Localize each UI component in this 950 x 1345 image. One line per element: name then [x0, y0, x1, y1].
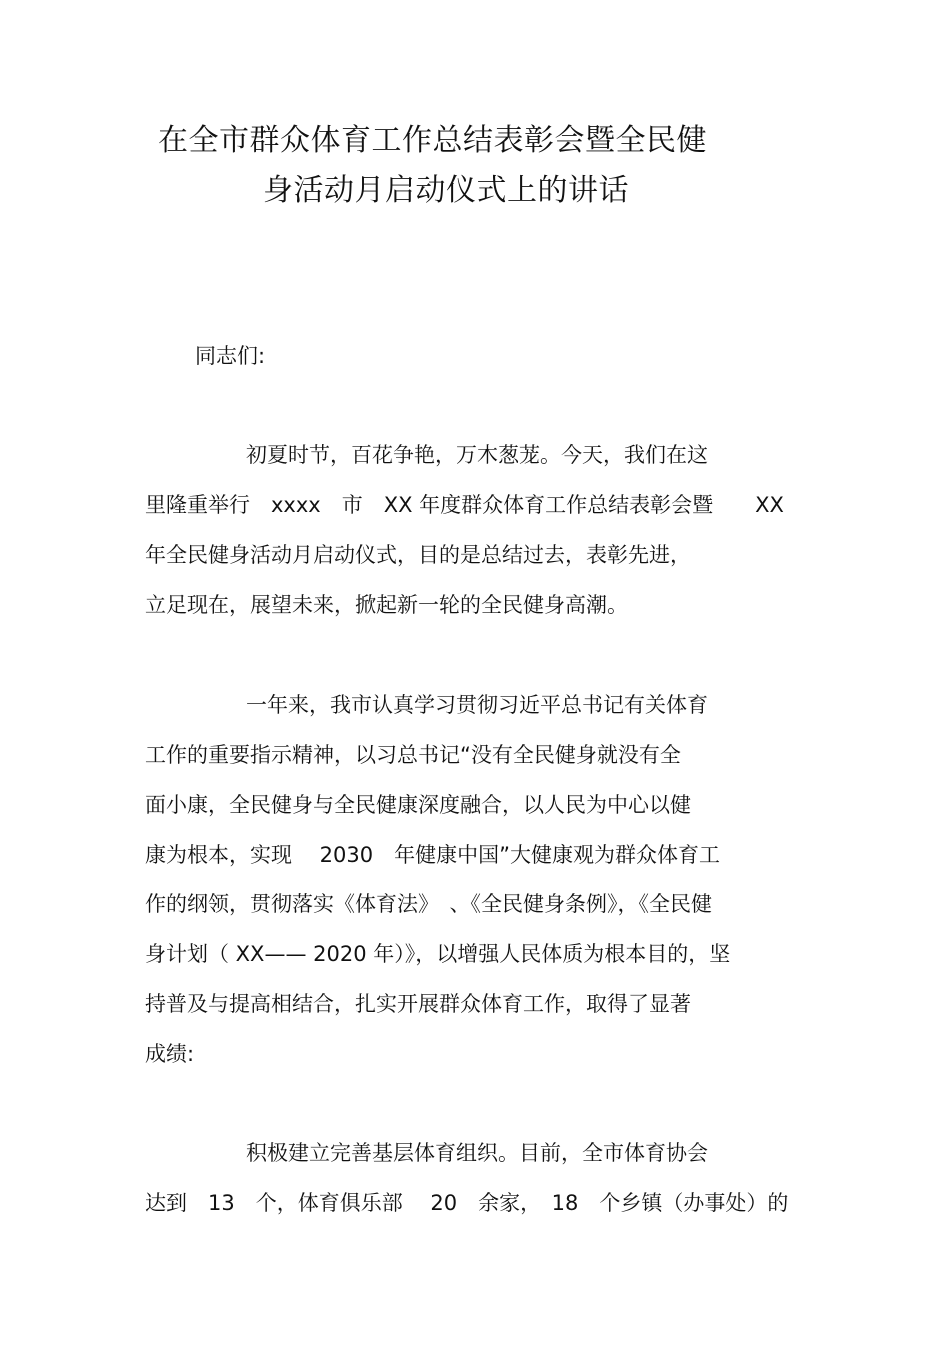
salutation: 同志们: — [195, 344, 266, 368]
paragraph-2-line-3: 面小康，全民健身与全民健康深度融合，以人民为中心以健 — [145, 793, 691, 817]
paragraph-2-line-7: 持普及与提高相结合，扎实开展群众体育工作，取得了显著 — [145, 992, 691, 1016]
paragraph-1-line-1: 初夏时节，百花争艳，万木葱茏。今天，我们在这 — [246, 443, 708, 467]
paragraph-2-line-5: 作的纲领，贯彻落实《体育法》 、《全民健身条例》，《全民健 — [145, 892, 712, 916]
document-title-line-2: 身活动月启动仪式上的讲话 — [263, 173, 629, 208]
paragraph-1-line-3: 年全民健身活动月启动仪式，目的是总结过去，表彰先进， — [145, 543, 691, 567]
paragraph-1-line-4: 立足现在，展望未来，掀起新一轮的全民健身高潮。 — [145, 593, 628, 617]
paragraph-3-line-2: 达到 13 个，体育俱乐部 20 余家， 18 个乡镇（办事处）的 — [145, 1191, 789, 1215]
document-title-line-1: 在全市群众体育工作总结表彰会暨全民健 — [158, 123, 707, 158]
paragraph-2-line-6: 身计划（ XX—— 2020 年）》，以增强人民体质为根本目的，坚 — [145, 942, 731, 966]
paragraph-3-line-1: 积极建立完善基层体育组织。目前，全市体育协会 — [246, 1141, 708, 1165]
paragraph-2-line-8: 成绩: — [145, 1042, 195, 1066]
paragraph-2-line-1: 一年来，我市认真学习贯彻习近平总书记有关体育 — [246, 693, 708, 717]
paragraph-1-line-2: 里隆重举行 xxxx 市 XX 年度群众体育工作总结表彰会暨 XX — [145, 493, 784, 517]
paragraph-2-line-4: 康为根本，实现 2030 年健康中国”大健康观为群众体育工 — [145, 843, 720, 867]
paragraph-2-line-2: 工作的重要指示精神，以习总书记“没有全民健身就没有全 — [145, 743, 681, 767]
